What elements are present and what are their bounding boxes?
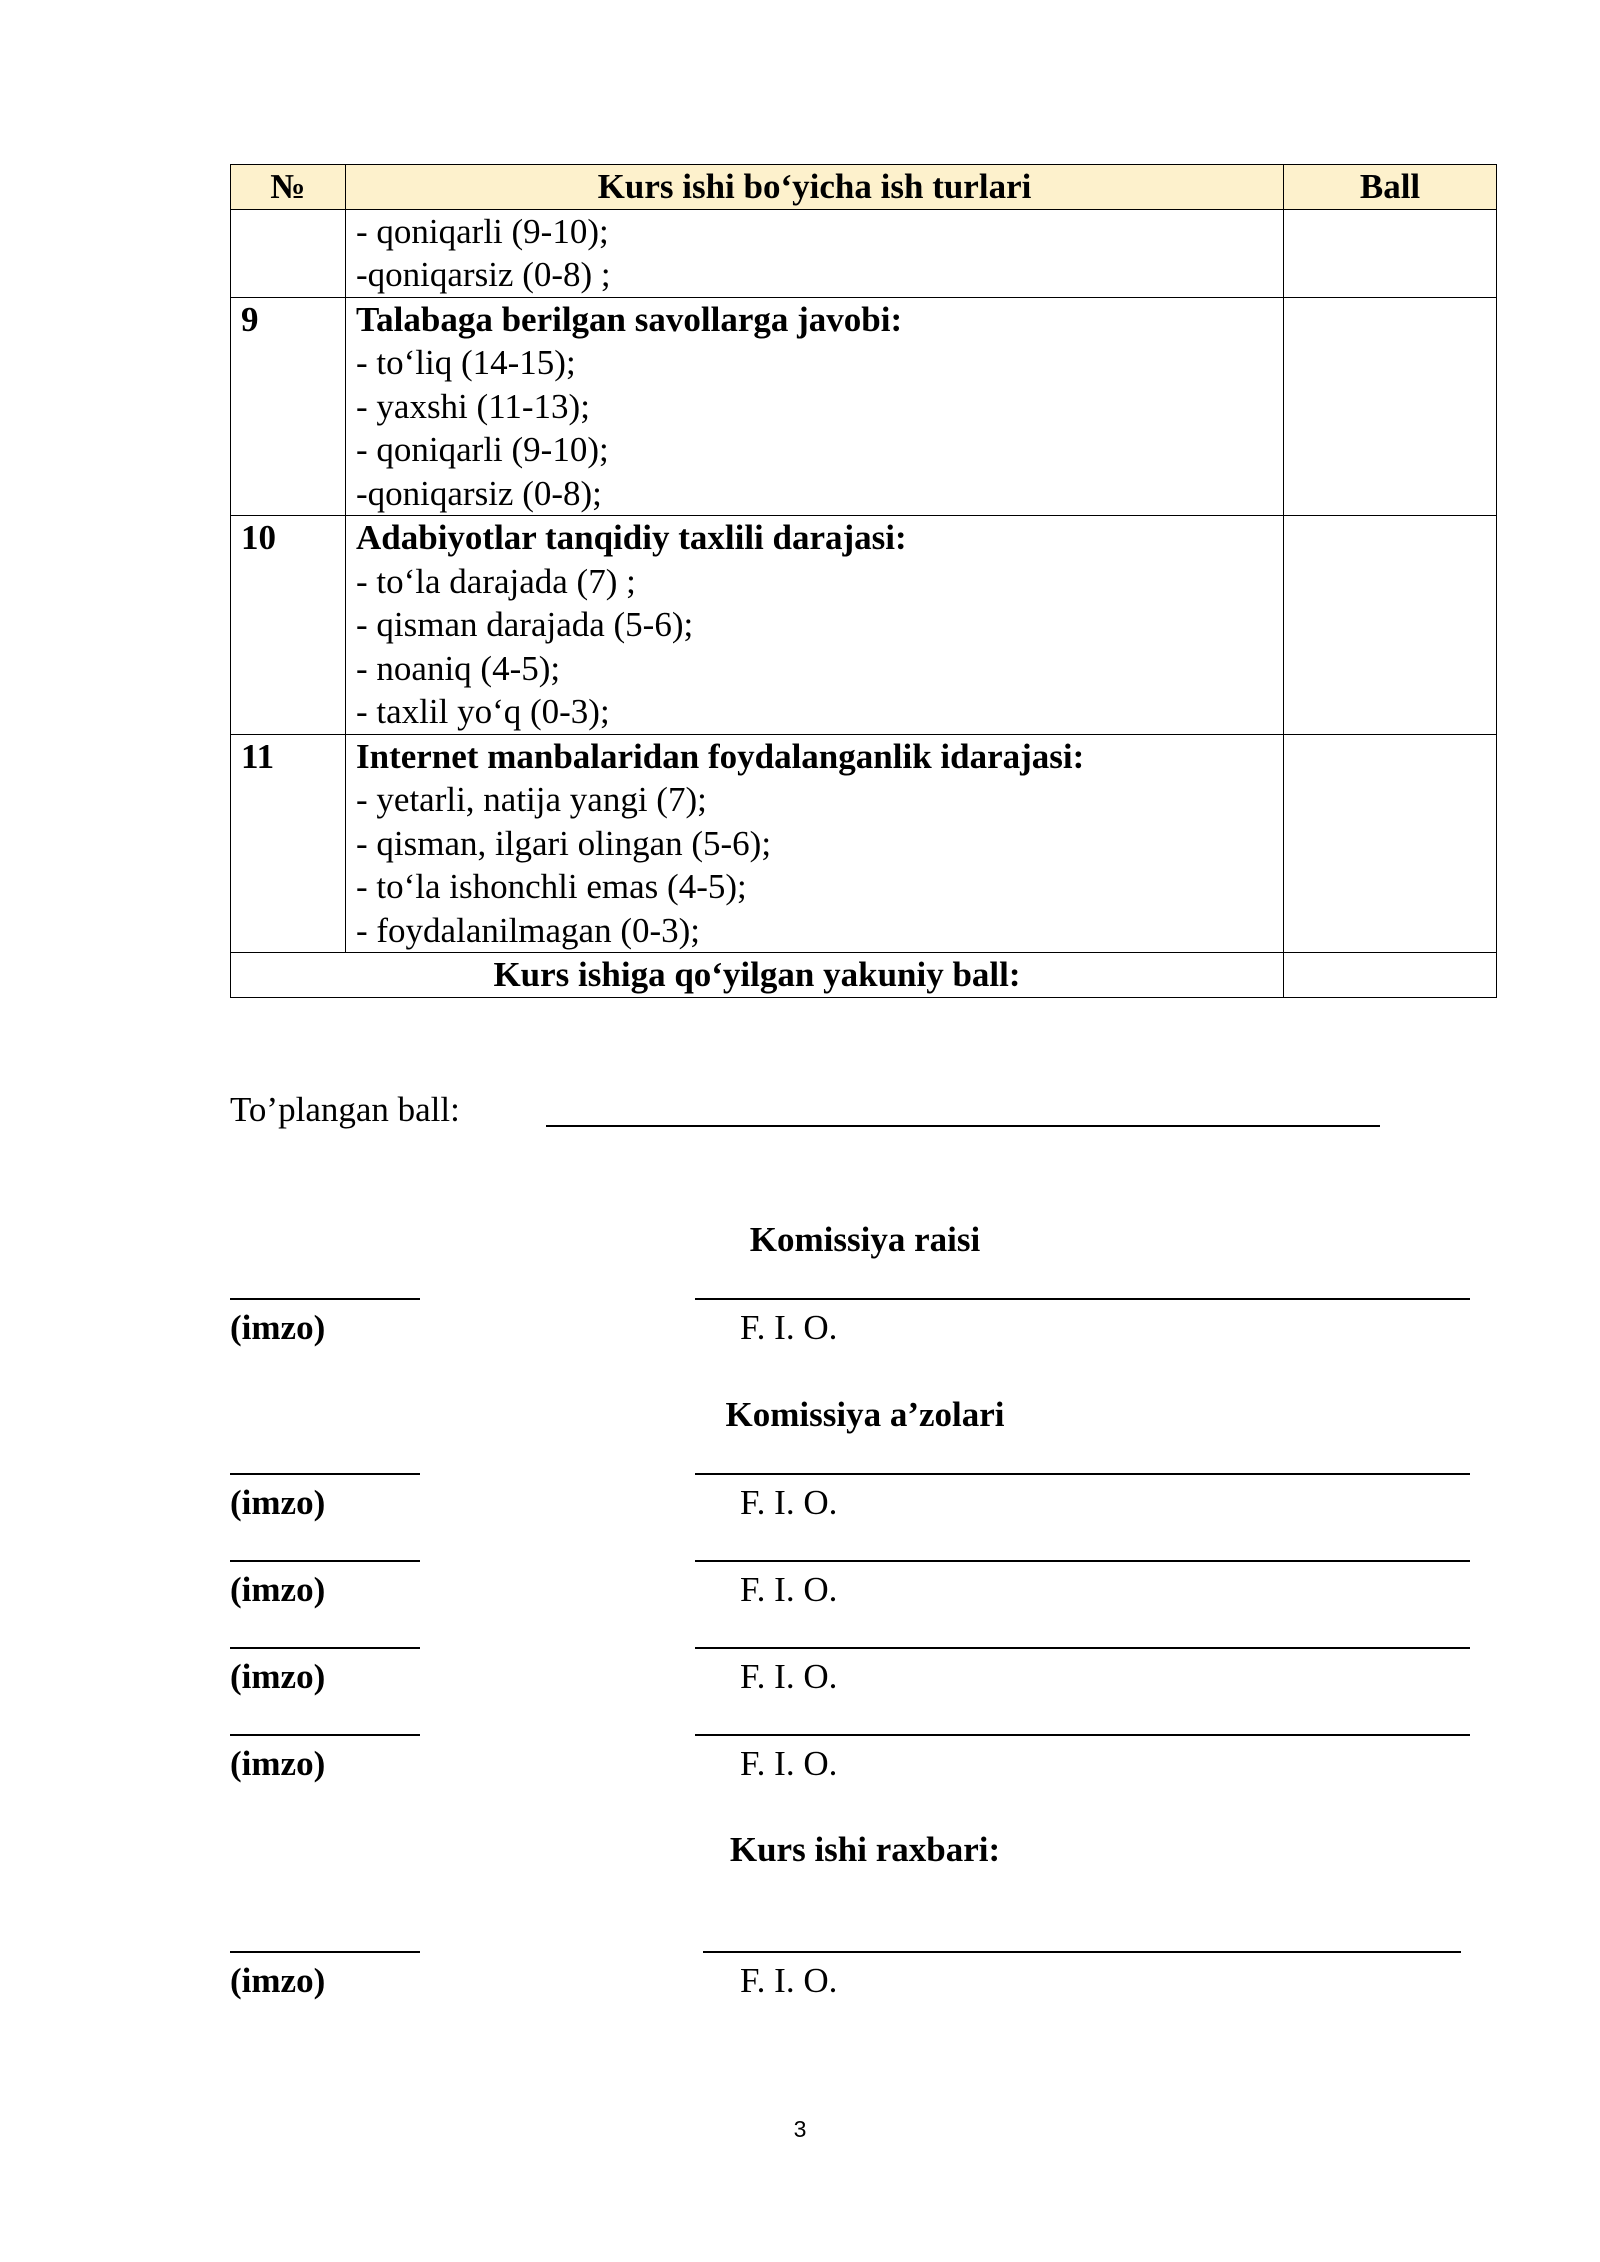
criterion-title: Talabaga berilgan savollarga javobi: [356,299,903,339]
chairman-heading: Komissiya raisi [749,1220,981,1259]
row-number: 9 [231,297,346,516]
name-label: F. I. O. [740,1657,838,1696]
criterion-line: -qoniqarsiz (0-8); [356,473,602,513]
members-heading: Komissiya a’zolari [725,1395,1005,1434]
criterion-line: - taxlil yo‘q (0-3); [356,692,610,731]
criterion-line: -qoniqarsiz (0-8) ; [356,255,611,294]
row-description [346,516,1284,735]
criterion-line: - foydalanilmagan (0-3); [356,910,701,950]
signature-label: (imzo) [230,1308,326,1347]
name-label: F. I. O. [740,1483,838,1522]
criterion-line: - qisman darajada (5-6); [356,605,694,644]
header-number: № [231,165,346,210]
criterion-title: Internet manbalaridan foydalanganlik idarajasi: [356,736,1085,776]
name-label: F. I. O. [740,1744,838,1783]
name-label: F. I. O. [740,1961,838,2000]
supervisor-heading: Kurs ishi raxbari: [729,1830,1001,1869]
final-score-row [231,953,1497,998]
row-ball-cell [1284,209,1497,297]
row-ball-cell [1284,734,1497,953]
criterion-line: - to‘la darajada (7) ; [356,561,636,601]
signature-line [230,1647,420,1649]
name-line [695,1647,1470,1649]
name-line [695,1298,1470,1300]
criterion-line: - qoniqarli (9-10); [356,211,609,251]
signature-line [230,1951,420,1953]
final-score-label: Kurs ishiga qo‘yilgan yakuniy ball: [231,953,1284,998]
name-line [703,1951,1461,1953]
signature-label: (imzo) [230,1744,326,1783]
row-number: 11 [231,734,346,953]
criterion-line: - to‘liq (14-15); [356,343,576,382]
signature-line [230,1560,420,1562]
evaluation-table [230,164,1497,998]
row-description [346,297,1284,516]
criterion-line: - qisman, ilgari olingan (5-6); [356,823,772,863]
name-line [695,1560,1470,1562]
row-number [231,209,346,297]
collected-points-label: To’plangan ball: [230,1090,460,1129]
header-work-types: Kurs ishi bo‘yicha ish turlari [346,165,1284,210]
final-score-cell [1284,953,1497,998]
criterion-line: - noaniq (4-5); [356,648,561,688]
name-line [695,1473,1470,1475]
header-ball: Ball [1284,165,1497,210]
name-label: F. I. O. [740,1308,838,1347]
table-header-row [231,165,1497,210]
row-description [346,734,1284,953]
criterion-line: - qoniqarli (9-10); [356,430,609,469]
row-description [346,209,1284,297]
table-row [231,734,1497,953]
name-label: F. I. O. [740,1570,838,1609]
table-row [231,209,1497,297]
signature-label: (imzo) [230,1961,326,2000]
signature-line [230,1473,420,1475]
signature-label: (imzo) [230,1657,326,1696]
row-ball-cell [1284,516,1497,735]
signature-label: (imzo) [230,1483,326,1522]
page-number: 3 [793,2116,807,2142]
table-row [231,516,1497,735]
collected-points-blank-line [546,1125,1380,1127]
criterion-line: - yaxshi (11-13); [356,386,590,426]
name-line [695,1734,1470,1736]
signature-line [230,1298,420,1300]
row-number: 10 [231,516,346,735]
signature-line [230,1734,420,1736]
row-ball-cell [1284,297,1497,516]
criterion-line: - yetarli, natija yangi (7); [356,780,707,819]
signature-label: (imzo) [230,1570,326,1609]
criterion-title: Adabiyotlar tanqidiy taxlili darajasi: [356,518,907,557]
table-row [231,297,1497,516]
criterion-line: - to‘la ishonchli emas (4-5); [356,867,747,906]
